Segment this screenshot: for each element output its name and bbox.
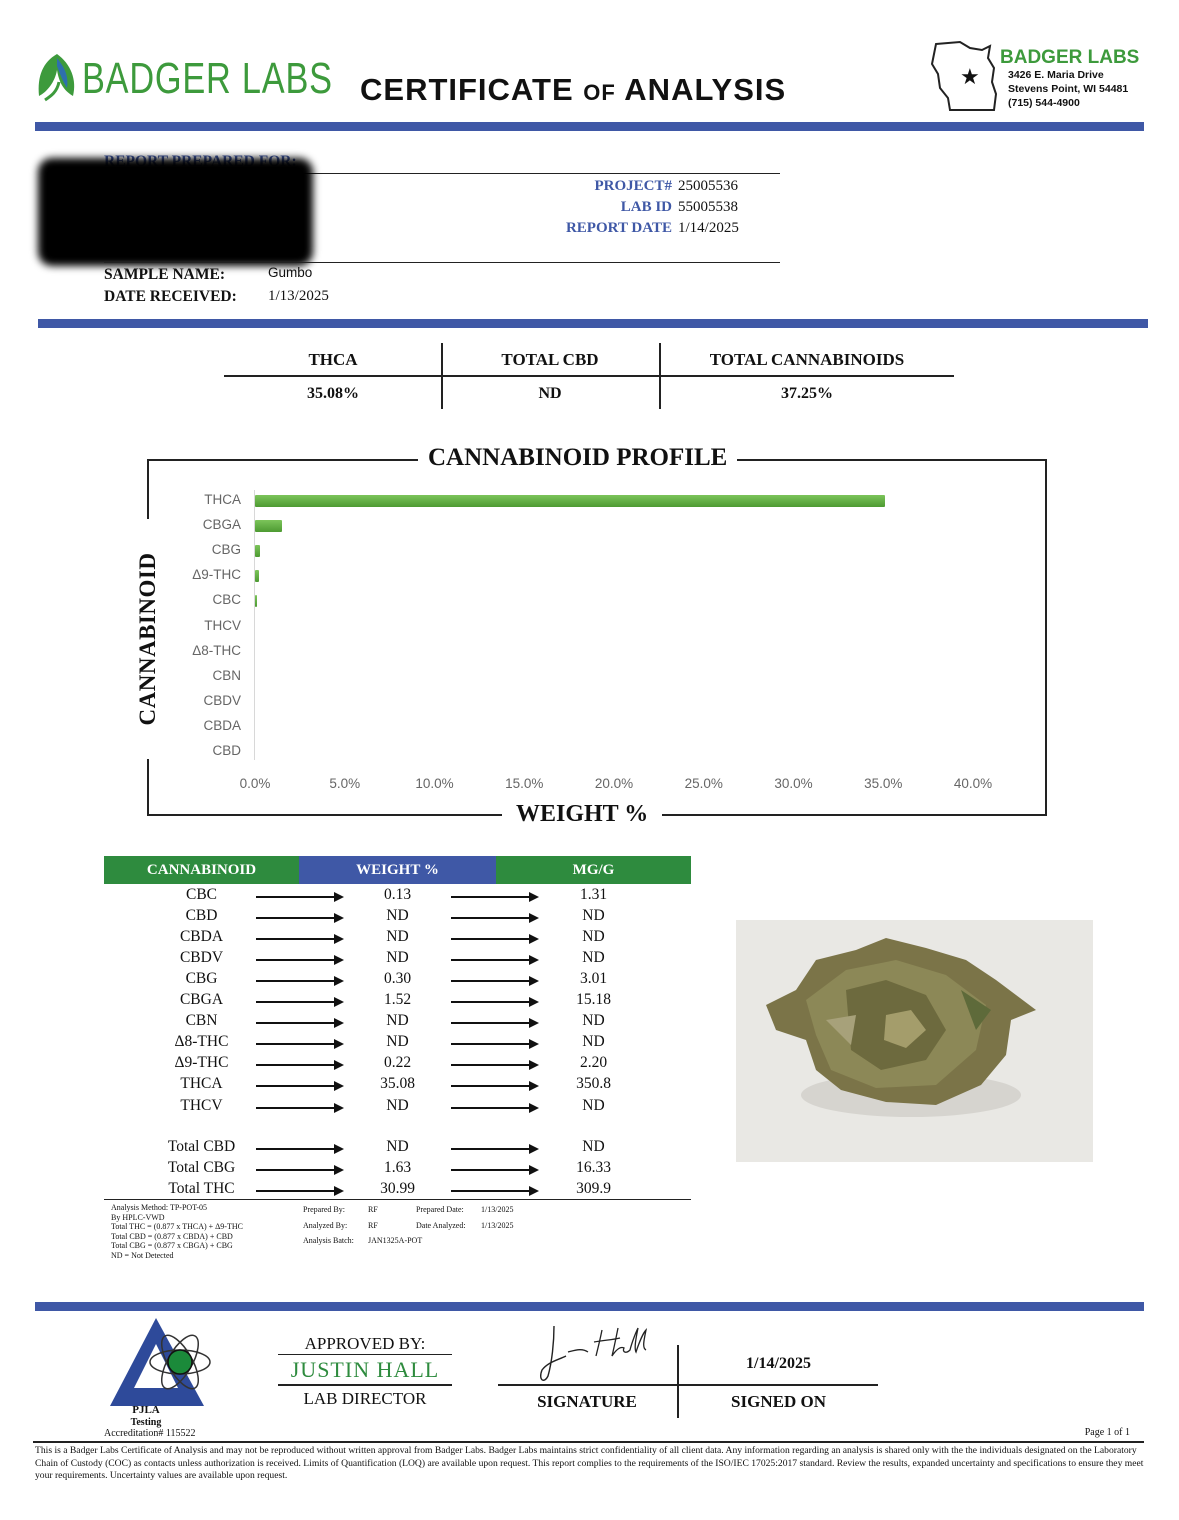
table-cell-mgg: 1.31: [579, 886, 608, 903]
signed-date: 1/14/2025: [746, 1355, 811, 1372]
arrow-icon: [451, 1022, 537, 1024]
table-header-mgg: MG/G: [496, 856, 691, 884]
page-title: [360, 72, 786, 108]
method-note-line: Total CBG = (0.877 x CBGA) + CBG: [111, 1241, 233, 1251]
header-divider: [35, 122, 1144, 131]
summary-header-total-cbd: TOTAL CBD: [501, 350, 599, 369]
table-cell-mgg: ND: [582, 1096, 605, 1114]
arrow-icon: [256, 1148, 342, 1150]
analysis-batch-value: JAN1325A-POT: [368, 1236, 423, 1245]
signature-label: SIGNATURE: [537, 1392, 637, 1411]
table-cell-mgg: 309.9: [576, 1180, 611, 1198]
footer-divider: [35, 1302, 1144, 1311]
table-cell-name: CBDA: [179, 928, 224, 946]
summary-header-total-cannabinoids: TOTAL CANNABINOIDS: [709, 350, 905, 369]
chart-y-tick-label: CBC: [212, 592, 241, 608]
title-of: OF: [583, 80, 616, 105]
table-cell-weight: 1.63: [383, 1159, 412, 1177]
arrow-icon: [256, 1085, 342, 1087]
arrow-icon: [256, 1169, 342, 1171]
table-cell-weight: 0.30: [383, 970, 412, 988]
date-received-value: 1/13/2025: [268, 288, 329, 304]
signature-rule: [498, 1384, 878, 1386]
arrow-icon: [451, 1107, 537, 1109]
arrow-icon: [451, 1001, 537, 1003]
method-note-line: Total CBD = (0.877 x CBDA) + CBD: [111, 1231, 233, 1241]
arrow-icon: [256, 1190, 342, 1192]
disclaimer-rule: [33, 1441, 1144, 1443]
table-cell-weight: ND: [386, 907, 409, 925]
table-bottom-rule: [104, 1199, 691, 1200]
approved-by-label: APPROVED BY:: [304, 1334, 426, 1353]
prepared-date-value: 1/13/2025: [481, 1205, 514, 1214]
report-underline: [104, 262, 780, 263]
redacted-client-block: [38, 158, 313, 266]
title-certificate: CERTIFICATE: [360, 72, 574, 107]
table-cell-mgg: ND: [582, 1012, 605, 1030]
chart-x-tick-label: 0.0%: [239, 776, 271, 791]
chart-x-tick-label: 15.0%: [505, 776, 544, 791]
title-analysis: ANALYSIS: [624, 72, 787, 107]
prepared-by-label: Prepared By:: [303, 1205, 345, 1214]
table-cell-name: Total THC: [168, 1180, 235, 1198]
table-cell-weight: ND: [386, 1033, 409, 1051]
table-header-weight: WEIGHT %: [299, 856, 496, 884]
table-cell-mgg: 2.20: [579, 1054, 608, 1072]
chart-bar: [255, 570, 259, 582]
chart-x-tick-label: 5.0%: [329, 776, 361, 791]
analyzed-by-label: Analyzed By:: [303, 1221, 348, 1230]
table-cell-mgg: 350.8: [576, 1075, 611, 1093]
table-cell-weight: 0.13: [383, 886, 412, 903]
pjla-testing-label: Testing: [130, 1417, 162, 1428]
table-cell-weight: ND: [386, 928, 409, 946]
table-cell-name: CBDV: [179, 949, 224, 967]
signed-on-label: SIGNED ON: [731, 1392, 826, 1411]
table-cell-weight: ND: [386, 949, 409, 967]
sample-name-value: Gumbo: [268, 265, 313, 280]
table-cell-mgg: ND: [582, 907, 605, 925]
chart-x-tick-label: 25.0%: [684, 776, 723, 791]
arrow-icon: [451, 896, 537, 898]
summary-value-thca: 35.08%: [307, 385, 359, 402]
wisconsin-map-icon: [930, 38, 1002, 114]
chart-y-tick-label: CBDA: [203, 717, 241, 733]
chart-bar: [255, 520, 282, 532]
approved-rule-1: [278, 1354, 452, 1355]
table-header-cannabinoid: CANNABINOID: [104, 856, 299, 884]
address-street: 3426 E. Maria Drive: [1008, 69, 1104, 81]
svg-text:★: ★: [960, 65, 980, 90]
accreditation-number: Accreditation# 115522: [104, 1428, 196, 1439]
chart-x-tick-label: 10.0%: [415, 776, 454, 791]
method-note-line: Analysis Method: TP-POT-05: [111, 1203, 208, 1212]
chart-bar: [255, 545, 260, 557]
date-received-label: DATE RECEIVED:: [104, 288, 237, 305]
chart-frame: [147, 459, 1047, 816]
table-cell-name: CBGA: [179, 991, 224, 1009]
arrow-icon: [256, 1022, 342, 1024]
table-cell-mgg: ND: [582, 1138, 605, 1155]
table-cell-name: Total CBG: [167, 1159, 236, 1177]
method-note-line: Total THC = (0.877 x THCA) + Δ9-THC: [111, 1222, 243, 1232]
section-divider: [38, 319, 1148, 328]
table-cell-name: CBD: [185, 907, 218, 925]
table-cell-weight: ND: [386, 1096, 409, 1114]
chart-bar: [255, 595, 257, 607]
analysis-batch-label: Analysis Batch:: [303, 1236, 354, 1245]
table-cell-mgg: 3.01: [579, 970, 608, 988]
pjla-label: PJLA: [132, 1404, 160, 1416]
arrow-icon: [451, 1064, 537, 1066]
approver-role: LAB DIRECTOR: [303, 1389, 427, 1408]
chart-title: CANNABINOID PROFILE: [418, 444, 737, 472]
lab-id-label: LAB ID: [620, 199, 672, 215]
arrow-icon: [256, 938, 342, 940]
table-cell-name: THCA: [180, 1075, 223, 1093]
chart-y-tick-label: Δ8-THC: [192, 642, 241, 658]
chart-bar: [255, 495, 885, 507]
arrow-icon: [451, 938, 537, 940]
prepared-by-value: RF: [368, 1205, 378, 1214]
arrow-icon: [256, 1064, 342, 1066]
arrow-icon: [256, 1001, 342, 1003]
table-cell-weight: ND: [386, 1138, 409, 1155]
method-note-line: By HPLC-VWD: [111, 1212, 165, 1222]
approver-name: JUSTIN HALL: [290, 1357, 440, 1382]
disclaimer-text: This is a Badger Labs Certificate of Analysis and may not be reproduced without written approval from Badger Labs. Badger Labs maintains strict confidentiality of all client data. Any information regarding an analysis is shared only with the the individuals designated on the Laboratory Chain of Custody (COC) as contacts unless authorization is received. Limits of Quantification (LOQ) are available upon request. This report complies to the requirements of the ISO/IEC 17025:2017 standard. Review the results, expanded uncertainty and specifications to ensure they meet your requirements. Uncertainty values are available upon request.: [35, 1445, 1144, 1481]
summary-header-thca: THCA: [308, 350, 358, 369]
table-cell-name: Δ8-THC: [174, 1033, 229, 1051]
chart-x-tick-label: 30.0%: [774, 776, 813, 791]
chart-y-label: CANNABINOID: [135, 519, 161, 759]
summary-value-total-cbd: ND: [538, 385, 562, 402]
address-city: Stevens Point, WI 54481: [1008, 83, 1129, 95]
table-cell-mgg: ND: [582, 928, 605, 946]
table-cell-mgg: 16.33: [576, 1159, 611, 1177]
date-analyzed-value: 1/13/2025: [481, 1221, 514, 1230]
page-number: Page 1 of 1: [1084, 1427, 1130, 1438]
chart-y-tick-label: Δ9-THC: [192, 567, 241, 583]
chart-y-tick-label: CBN: [212, 667, 241, 683]
arrow-icon: [256, 917, 342, 919]
table-cell-weight: 1.52: [383, 991, 412, 1009]
chart-y-tick-label: CBD: [212, 743, 241, 758]
table-cell-weight: 30.99: [380, 1180, 415, 1198]
arrow-icon: [256, 1043, 342, 1045]
arrow-icon: [451, 1169, 537, 1171]
table-cell-weight: 0.22: [383, 1054, 412, 1072]
badger-leaf-logo-icon: [33, 52, 79, 104]
arrow-icon: [451, 1043, 537, 1045]
table-cell-name: THCV: [180, 1096, 223, 1114]
table-cell-name: CBN: [185, 1012, 218, 1030]
arrow-icon: [451, 1148, 537, 1150]
sample-name-label: SAMPLE NAME:: [104, 266, 225, 283]
project-value: 25005536: [678, 178, 738, 194]
chart-x-label: WEIGHT %: [502, 801, 662, 828]
report-date-label: REPORT DATE: [565, 220, 672, 236]
table-cell-weight: 35.08: [380, 1075, 415, 1093]
chart-y-tick-label: CBGA: [202, 517, 241, 533]
chart-x-tick-label: 40.0%: [953, 776, 993, 791]
arrow-icon: [256, 959, 342, 961]
address-phone: (715) 544-4900: [1008, 97, 1080, 109]
table-cell-mgg: ND: [582, 1033, 605, 1051]
approved-rule-2: [278, 1384, 452, 1386]
table-cell-name: CBC: [185, 886, 217, 903]
table-cell-mgg: ND: [582, 949, 605, 967]
table-cell-name: CBG: [185, 970, 218, 988]
pjla-accreditation-logo-icon: [108, 1316, 220, 1408]
logo-text: BADGER LABS: [82, 54, 333, 103]
sample-photo: [736, 920, 1093, 1162]
signature-image: [532, 1322, 662, 1386]
summary-value-total-cannabinoids: 37.25%: [781, 385, 833, 402]
chart-y-tick-label: THCA: [204, 492, 241, 507]
arrow-icon: [451, 917, 537, 919]
chart-x-tick-label: 35.0%: [864, 776, 903, 791]
arrow-icon: [451, 980, 537, 982]
arrow-icon: [451, 959, 537, 961]
table-cell-name: Total CBD: [167, 1138, 236, 1155]
arrow-icon: [451, 1190, 537, 1192]
table-cell-mgg: 15.18: [576, 991, 611, 1009]
arrow-icon: [256, 1107, 342, 1109]
chart-y-tick-label: CBDV: [203, 692, 241, 708]
prepared-date-label: Prepared Date:: [416, 1205, 464, 1214]
chart-y-tick-label: CBG: [211, 542, 241, 558]
chart-x-tick-label: 20.0%: [594, 776, 634, 791]
arrow-icon: [256, 896, 342, 898]
report-date-value: 1/14/2025: [678, 220, 739, 236]
date-analyzed-label: Date Analyzed:: [416, 1221, 466, 1230]
lab-id-value: 55005538: [678, 199, 738, 215]
summary-rule: [224, 375, 954, 377]
project-label: PROJECT#: [594, 178, 672, 194]
chart-y-tick-label: THCV: [204, 617, 241, 633]
method-note-line: ND = Not Detected: [111, 1251, 174, 1260]
analyzed-by-value: RF: [368, 1221, 378, 1230]
table-cell-weight: ND: [386, 1012, 409, 1030]
arrow-icon: [256, 980, 342, 982]
arrow-icon: [451, 1085, 537, 1087]
address-company: BADGER LABS: [1000, 47, 1140, 68]
table-cell-name: Δ9-THC: [174, 1054, 229, 1072]
